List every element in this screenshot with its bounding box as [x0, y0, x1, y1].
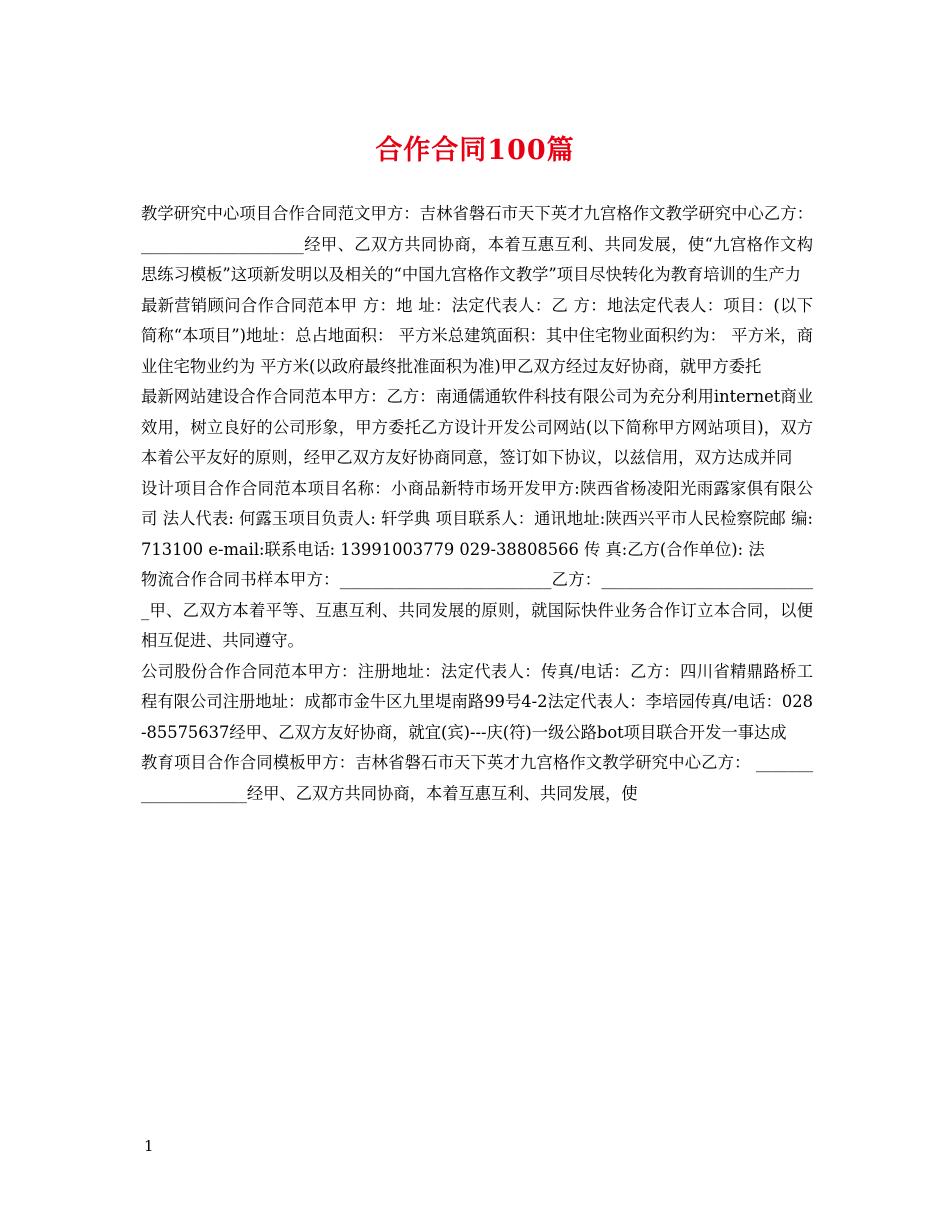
- paragraph-3: 最新网站建设合作合同范本甲方：乙方：南通儒通软件科技有限公司为充分利用internet商业效用，树立良好的公司形象，甲方委托乙方设计开发公司网站(以下简称甲方网站项目)，双方本着公平友好的原则，经甲乙双方友好协商同意，签订如下协议，以兹信用，双方达成并同: [141, 387, 813, 467]
- paragraph-5: 物流合作合同书样本甲方：__________________________乙方：___________________________甲、乙双方本着平等、互惠互利、共同发展的原则，就国际快件业务合作订立本合同，以便相互促进、共同遵守。: [141, 570, 813, 650]
- page-number: 1: [144, 1137, 154, 1155]
- document-body: [141, 199, 813, 809]
- page-title: 合作合同100篇: [375, 135, 575, 166]
- paragraph-4: 设计项目合作合同范本项目名称：小商品新特市场开发甲方:陕西省杨凌阳光雨露家俱有限公司 法人代表: 何露玉项目负责人: 轩学典 项目联系人：通讯地址:陕西兴平市人民检察院邮 编: 713100 e-mail:联系电话: 13991003779 029-38808566 传 真:乙方(合作单位): 法: [141, 478, 813, 559]
- paragraph-2: 最新营销顾问合作合同范本甲 方：地 址：法定代表人：乙 方：地法定代表人：项目：(以下简称“本项目”)地址：总占地面积： 平方米总建筑面积：其中住宅物业面积约为： 平方米，商业住宅物业约为 平方米(以政府最终批准面积为准)甲乙双方经过友好协商，就甲方委托: [141, 295, 813, 376]
- paragraph-7: 教育项目合作合同模板甲方：吉林省磐石市天下英才九宫格作文教学研究中心乙方： ____________________经甲、乙双方共同协商，本着互惠互利、共同发展，使: [141, 753, 813, 803]
- paragraph-1: 教学研究中心项目合作合同范文甲方：吉林省磐石市天下英才九宫格作文教学研究中心乙方： ____________________经甲、乙双方共同协商，本着互惠互利、共同发展，使“九宫格作文构思练习模板”这项新发明以及相关的“中国九宫格作文教学”项目尽快转化为教育培训的生产力: [141, 204, 813, 284]
- paragraph-6: 公司股份合作合同范本甲方：注册地址：法定代表人：传真/电话：乙方：四川省精鼎路桥工程有限公司注册地址：成都市金牛区九里堤南路99号4-2法定代表人：李培园传真/电话：028-85575637经甲、乙双方友好协商，就宜(宾)---庆(符)一级公路bot项目联合开发一事达成: [141, 661, 813, 742]
